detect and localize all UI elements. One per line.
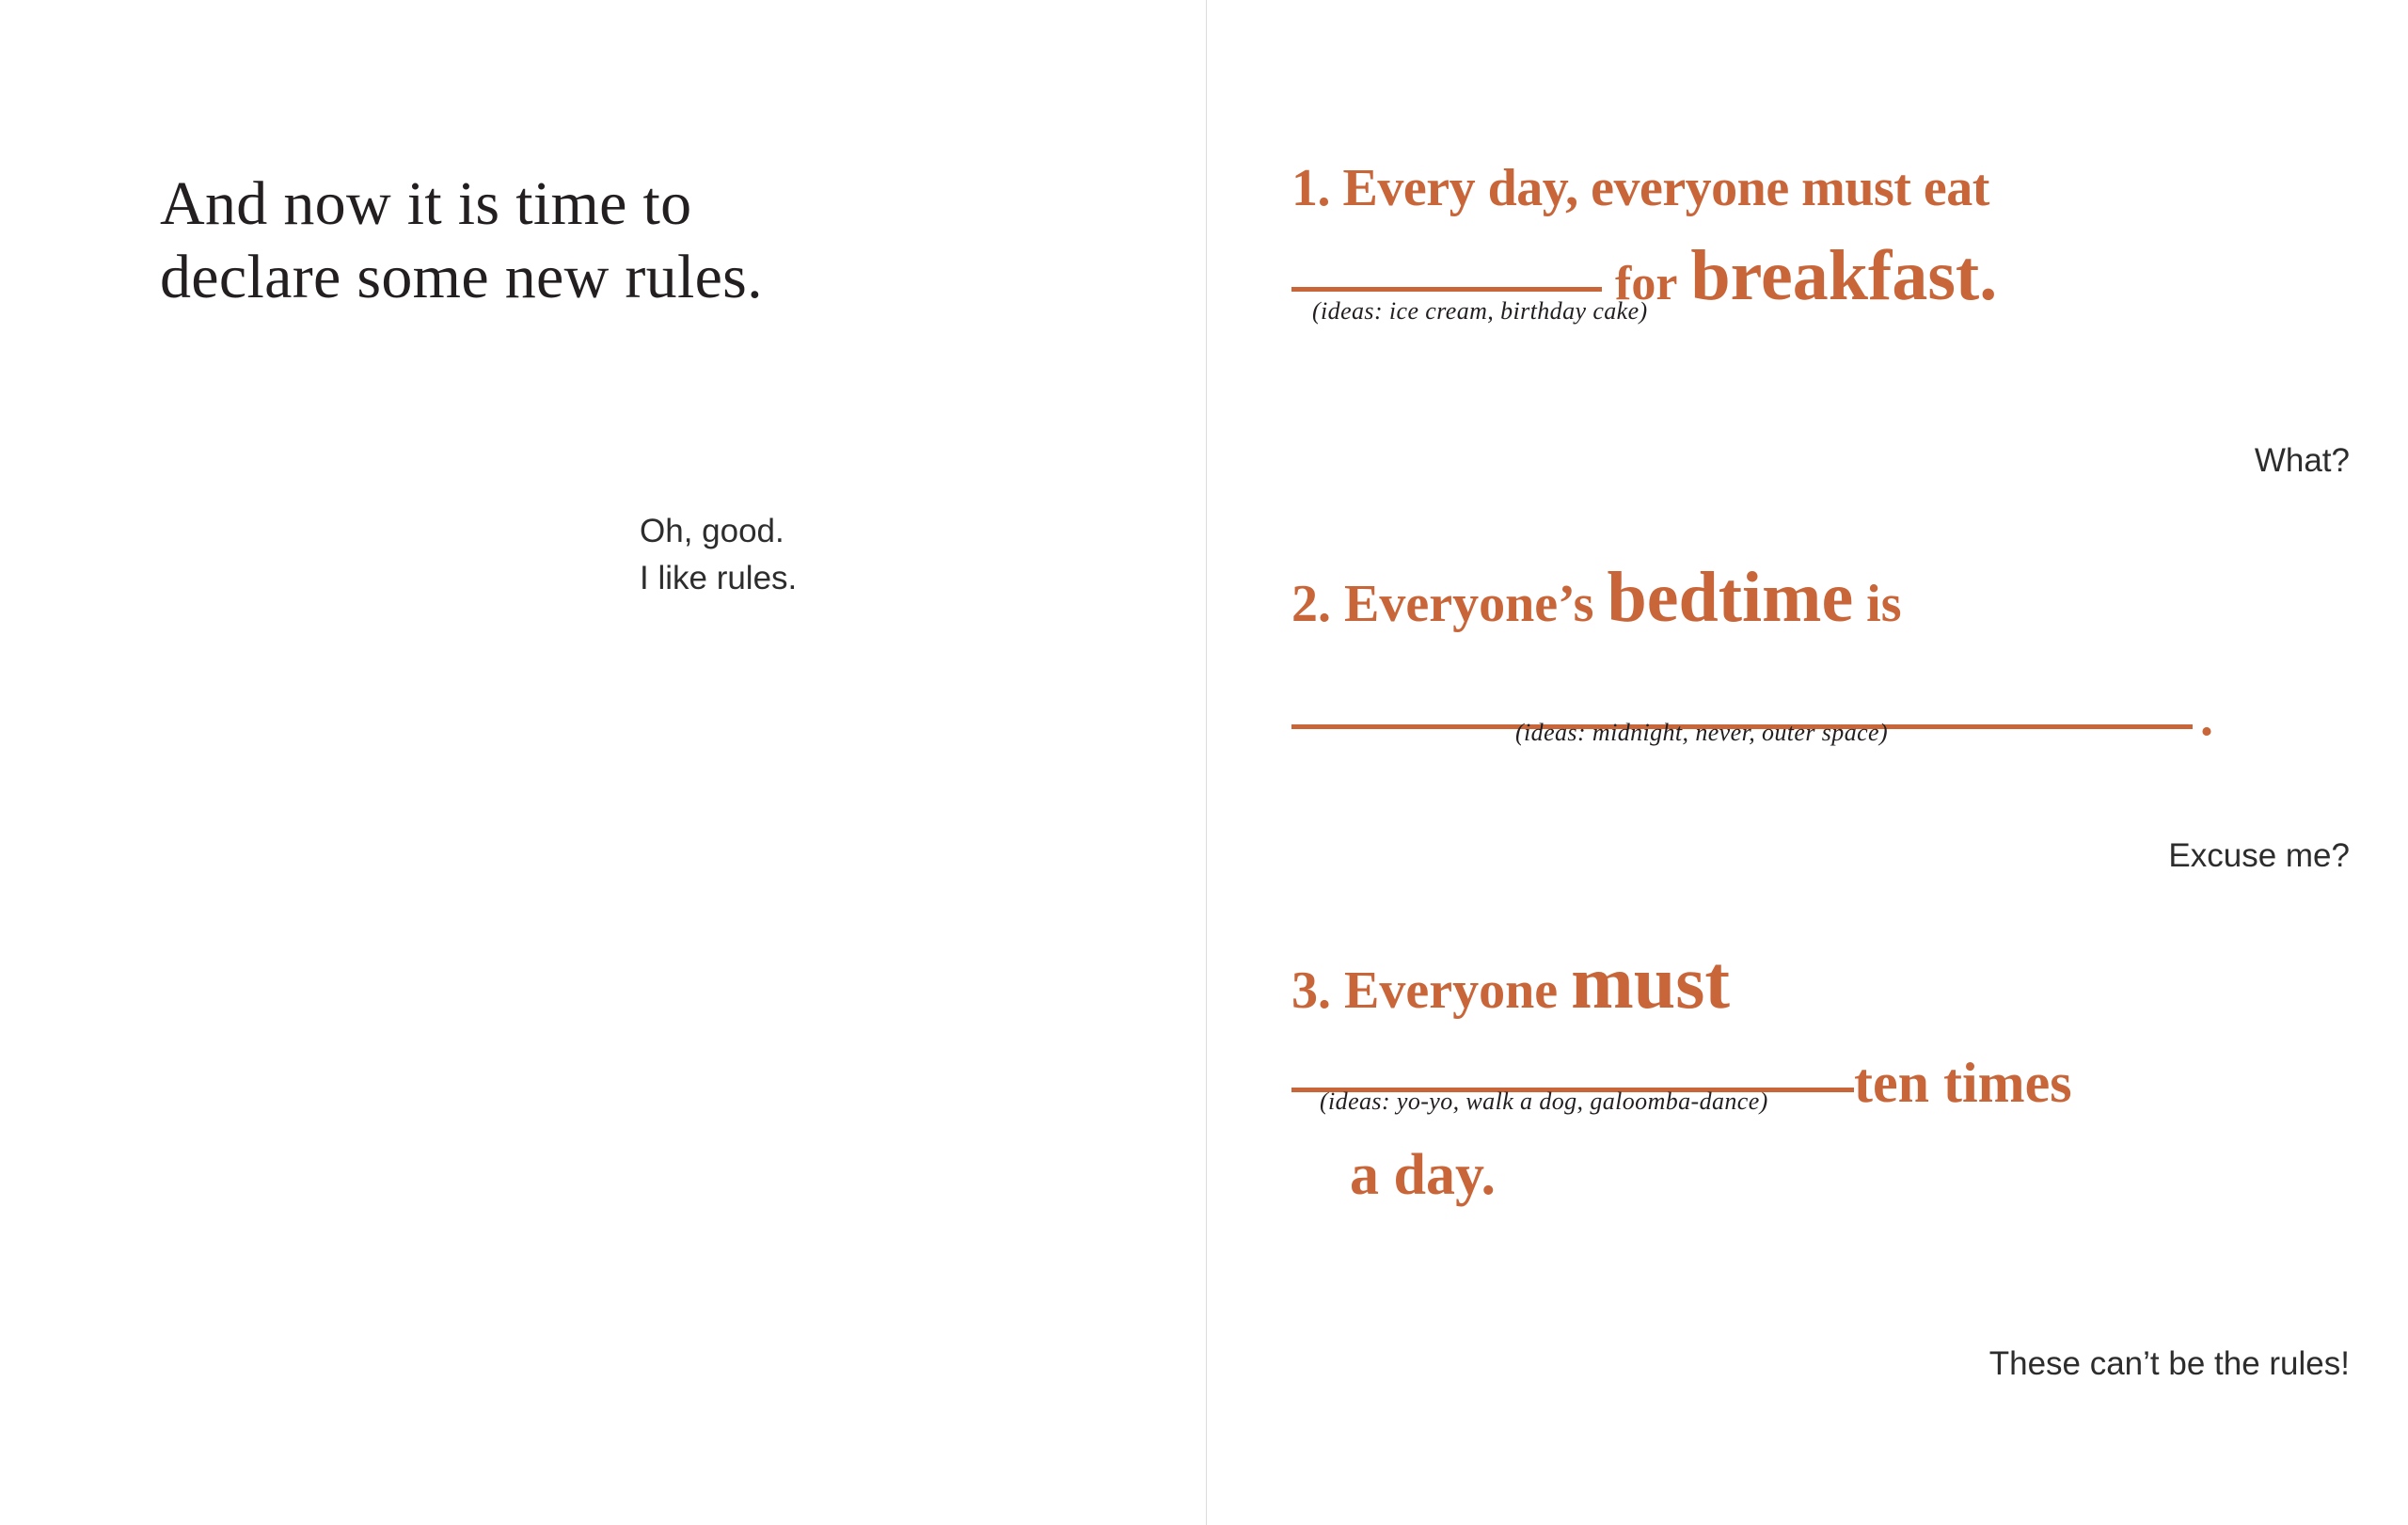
- rule-1-blank[interactable]: [1291, 287, 1602, 292]
- rules-list: [1291, 0, 2373, 1525]
- rule-item-2: [1291, 557, 2373, 748]
- reply-line-1: Oh, good.: [640, 513, 784, 549]
- rule-3-line-3: a day.: [1350, 1143, 1497, 1207]
- rule-3-emphasis: must: [1571, 942, 1730, 1025]
- rule-2-emphasis: bedtime: [1607, 558, 1854, 637]
- headline-line-1: And now it is time to: [160, 169, 692, 238]
- rule-3-line-1: [1291, 941, 2373, 1026]
- rule-1-emphasis: breakfast.: [1690, 236, 1998, 315]
- page-title: [160, 167, 1101, 314]
- headline-line-2: declare some new rules.: [160, 242, 763, 311]
- character-reply-protest: These can’t be the rules!: [1988, 1345, 2350, 1382]
- rule-2-number: 2.: [1291, 575, 1331, 633]
- rule-1-hint: (ideas: ice cream, birthday cake): [1312, 297, 1648, 325]
- rule-2-text-before: Everyone’s: [1344, 575, 1594, 633]
- rule-3-text-before: Everyone: [1344, 961, 1559, 1020]
- character-reply-what: What?: [2254, 442, 2350, 479]
- rule-1-text-before: Every day, everyone must eat: [1342, 159, 1989, 217]
- reply-line-2: I like rules.: [640, 559, 798, 596]
- rule-3-hint: (ideas: yo-yo, walk a dog, galoomba-dance): [1320, 1088, 1768, 1115]
- rule-3-text-after: ten times: [1854, 1052, 2072, 1114]
- rule-1-text-mid: for: [1615, 257, 1678, 310]
- rule-2-punctuation: .: [2200, 689, 2213, 747]
- rule-2-text-after: is: [1866, 575, 1902, 633]
- rule-2-hint: (ideas: midnight, never, outer space): [1515, 719, 1889, 746]
- character-reply-excuse: Excuse me?: [2168, 837, 2350, 874]
- rule-1-line-1: [1291, 158, 2373, 218]
- rule-2-line-1: [1291, 557, 2373, 639]
- rule-item-3: [1291, 941, 2373, 1209]
- rule-item-1: [1291, 158, 2373, 325]
- right-page: [1207, 0, 2408, 1525]
- rule-1-number: 1.: [1291, 159, 1330, 217]
- character-reply-left: [640, 508, 1129, 601]
- rule-3-number: 3.: [1291, 961, 1331, 1020]
